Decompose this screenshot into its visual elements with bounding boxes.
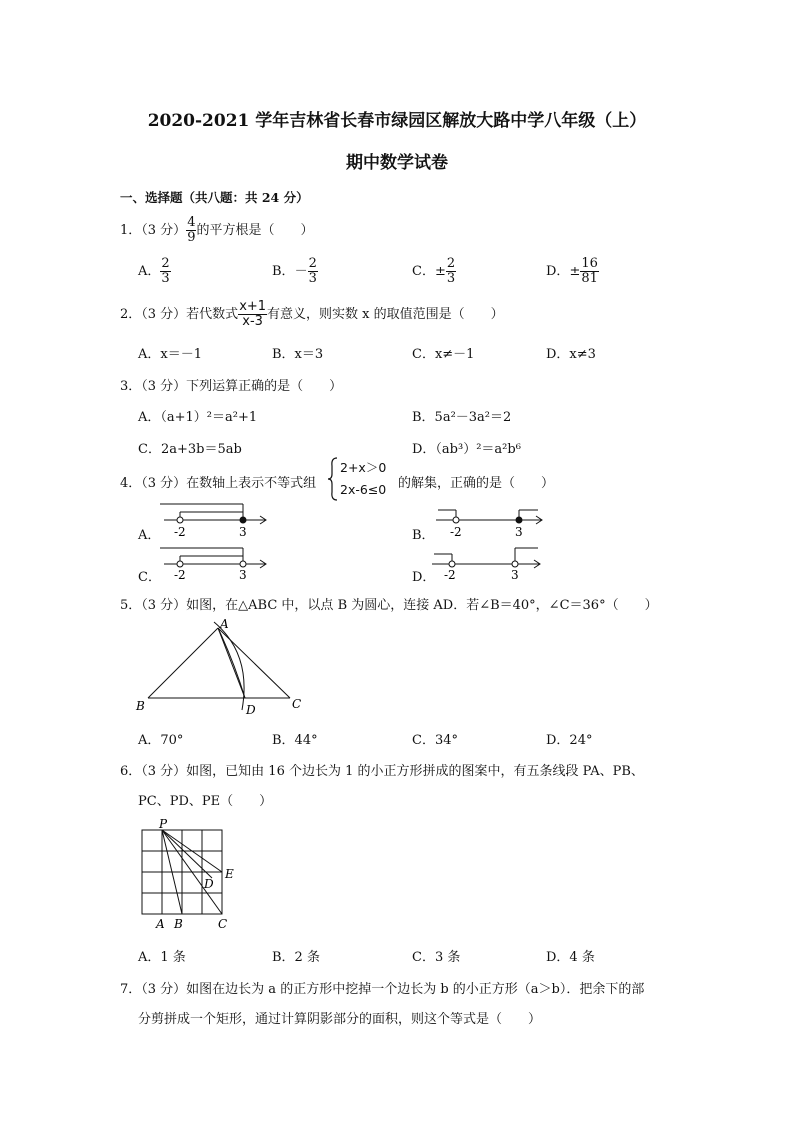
q3-option-b[interactable]: B．5a²－3a²＝2: [412, 410, 512, 425]
triangle-figure: [130, 614, 315, 718]
question-7-line2: 分剪拼成一个矩形，通过计算阴影部分的面积，则这个等式是（ ）: [138, 1012, 542, 1027]
q6-option-b[interactable]: B．2 条: [272, 950, 320, 965]
question-1-text: 的平方根是（ ）: [196, 223, 314, 238]
q1-option-c[interactable]: C．± $\frac{2}{3}$: [412, 256, 456, 286]
question-1: [120, 216, 313, 245]
question-3: 3．（3 分）下列运算正确的是（ ）: [120, 379, 343, 394]
q4-number-line-d: [430, 540, 544, 582]
q4-number-line-c: [160, 540, 270, 582]
q2-option-b[interactable]: B．x＝3: [272, 347, 324, 362]
svg-text:-2: -2: [174, 525, 186, 539]
svg-text:A: A: [220, 617, 229, 631]
inequality-1: 2+x＞0: [340, 460, 387, 475]
question-7-line1: 7．（3 分）如图在边长为 a 的正方形中挖掉一个边长为 b 的小正方形（a＞b）．把余下的部: [120, 982, 645, 997]
q3-option-d[interactable]: D．（ab³）²＝a²b⁶: [412, 442, 521, 457]
q5-option-a[interactable]: A．70°: [138, 733, 184, 748]
svg-text:A: A: [156, 917, 165, 931]
svg-text:P: P: [159, 817, 168, 831]
q4-option-b[interactable]: B．: [412, 528, 435, 543]
q4-option-c[interactable]: C．: [138, 570, 161, 585]
question-4-prefix: 4．（3 分）在数轴上表示不等式组: [120, 476, 317, 491]
q6-option-a[interactable]: A．1 条: [138, 950, 186, 965]
q3-option-c[interactable]: C．2a+3b＝5ab: [138, 442, 242, 457]
svg-text:C: C: [292, 697, 302, 711]
q2-option-a[interactable]: A．x＝－1: [138, 347, 202, 362]
svg-text:3: 3: [511, 568, 519, 582]
svg-text:3: 3: [239, 568, 247, 582]
grid-figure: [138, 814, 242, 934]
q1-option-d[interactable]: D．± $\frac{16}{81}$: [546, 256, 598, 286]
q4-number-line-b: [434, 498, 546, 540]
question-6-line2: PC、PD、PE（ ）: [138, 794, 273, 809]
q4-option-a[interactable]: A．: [138, 528, 161, 543]
exam-title-line2: 期中数学试卷: [346, 153, 448, 173]
brace-icon: [327, 456, 339, 502]
q6-option-c[interactable]: C．3 条: [412, 950, 461, 965]
svg-text:-2: -2: [444, 568, 456, 582]
inequality-2: 2x-6≤0: [340, 482, 387, 497]
svg-text:B: B: [174, 917, 183, 931]
q4-number-line-a: [160, 498, 270, 540]
q1-option-b[interactable]: B．－ $\frac{2}{3}$: [272, 256, 317, 286]
svg-text:-2: -2: [450, 525, 462, 539]
q6-option-d[interactable]: D．4 条: [546, 950, 595, 965]
question-2: 2．（3 分）若代数式 $\frac{x+1}{x-3}$ 有意义，则实数 x 的取值范围是（ ）: [120, 299, 504, 329]
q1-option-a[interactable]: A． $\frac{2}{3}$: [138, 256, 170, 286]
svg-text:3: 3: [239, 525, 247, 539]
svg-text:E: E: [225, 867, 234, 881]
svg-text:-2: -2: [174, 568, 186, 582]
q2-option-d[interactable]: D．x≠3: [546, 347, 596, 362]
question-5: 5．（3 分）如图，在△ABC 中，以点 B 为圆心，连接 AD．若∠B＝40°，∠C＝36°（ ）: [120, 598, 658, 613]
q5-option-d[interactable]: D．24°: [546, 733, 593, 748]
section-heading: 一、选择题（共八题：共 24 分）: [120, 190, 309, 205]
svg-text:C: C: [218, 917, 228, 931]
q2-option-c[interactable]: C．x≠－1: [412, 347, 475, 362]
svg-text:B: B: [136, 699, 145, 713]
svg-text:D: D: [246, 703, 256, 717]
svg-text:D: D: [204, 877, 214, 891]
question-2-fraction: $\frac{x+1}{x-3}$: [239, 299, 267, 329]
question-4-text: 的解集，正确的是（ ）: [398, 476, 555, 491]
question-6-line1: 6．（3 分）如图，已知由 16 个边长为 1 的小正方形拼成的图案中，有五条线段 PA、PB、: [120, 764, 644, 779]
q5-option-c[interactable]: C．34°: [412, 733, 458, 748]
q4-option-d[interactable]: D．: [412, 570, 436, 585]
exam-title-line1: 2020-2021 学年吉林省长春市绿园区解放大路中学八年级（上）: [147, 111, 647, 131]
q5-option-b[interactable]: B．44°: [272, 733, 318, 748]
question-1-prefix: 1．（3 分）: [120, 223, 187, 238]
svg-text:3: 3: [515, 525, 523, 539]
q3-option-a[interactable]: A．（a+1）²＝a²+1: [138, 410, 258, 425]
question-1-fraction: $\frac{4}{9}$: [187, 215, 196, 245]
